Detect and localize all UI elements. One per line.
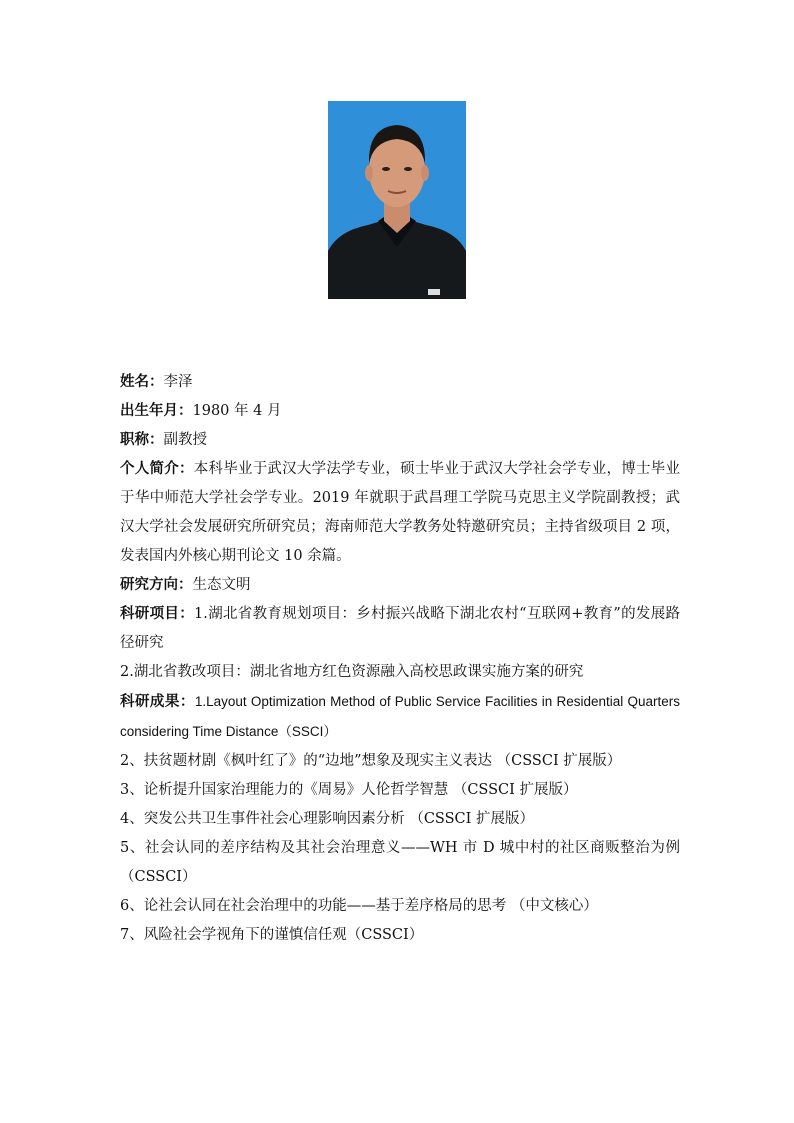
project-1: 1.湖北省教育规划项目：乡村振兴战略下湖北农村“互联网+教育”的发展路径研究 xyxy=(120,606,681,651)
result-7-row xyxy=(120,921,680,950)
portrait-illustration xyxy=(328,101,466,299)
title-value: 副教授 xyxy=(163,432,207,448)
result-3-row xyxy=(120,776,680,805)
direction-row xyxy=(120,571,680,600)
projects-row xyxy=(120,600,680,658)
bio-text: 本科毕业于武汉大学法学专业，硕士毕业于武汉大学社会学专业，博士毕业于华中师范大学社会学专业。2019 年就职于武昌理工学院马克思主义学院副教授；武汉大学社会发展研究所研究员；海南师范大学教务处特邀研究员；主持省级项目 2 项，发表国内外核心期刊论文 10 余篇。 xyxy=(120,461,680,564)
direction-value: 生态文明 xyxy=(192,577,251,593)
results-row xyxy=(120,687,680,747)
result-4-row xyxy=(120,805,680,834)
bio-row xyxy=(120,455,680,571)
projects-label: 科研项目： xyxy=(120,606,195,622)
result-6: 6、论社会认同在社会治理中的功能——基于差序格局的思考 （中文核心） xyxy=(120,898,598,914)
birth-value: 1980 年 4 月 xyxy=(192,403,282,419)
name-row xyxy=(120,368,680,397)
results-label: 科研成果： xyxy=(120,694,195,710)
profile-content xyxy=(120,368,680,950)
result-2: 2、扶贫题材剧《枫叶红了》的“边地”想象及现实主义表达 （CSSCI 扩展版） xyxy=(120,753,622,769)
result-7: 7、风险社会学视角下的谨慎信任观（CSSCI） xyxy=(120,927,424,943)
birth-row xyxy=(120,397,680,426)
direction-label: 研究方向： xyxy=(120,577,193,593)
result-5: 5、社会认同的差序结构及其社会治理意义——WH 市 D 城中村的社区商贩整治为例（CSSCI） xyxy=(120,840,680,885)
result-3: 3、论析提升国家治理能力的《周易》人伦哲学智慧 （CSSCI 扩展版） xyxy=(120,782,578,798)
birth-label: 出生年月： xyxy=(120,403,193,419)
result-6-row xyxy=(120,892,680,921)
project-2-row xyxy=(120,658,680,687)
result-1: 1.Layout Optimization Method of Public Service Facilities in Residential Quarters considering Time Distance（SSCI） xyxy=(120,694,680,739)
name-label: 姓名： xyxy=(120,374,164,390)
result-5-row xyxy=(120,834,680,892)
name-value: 李泽 xyxy=(163,374,193,390)
bio-label: 个人简介： xyxy=(120,461,194,477)
result-4: 4、突发公共卫生事件社会心理影响因素分析 （CSSCI 扩展版） xyxy=(120,811,534,827)
title-label: 职称： xyxy=(120,432,164,448)
project-2: 2.湖北省教改项目：湖北省地方红色资源融入高校思政课实施方案的研究 xyxy=(120,664,584,680)
title-row xyxy=(120,426,680,455)
result-2-row xyxy=(120,747,680,776)
profile-photo xyxy=(328,101,466,299)
